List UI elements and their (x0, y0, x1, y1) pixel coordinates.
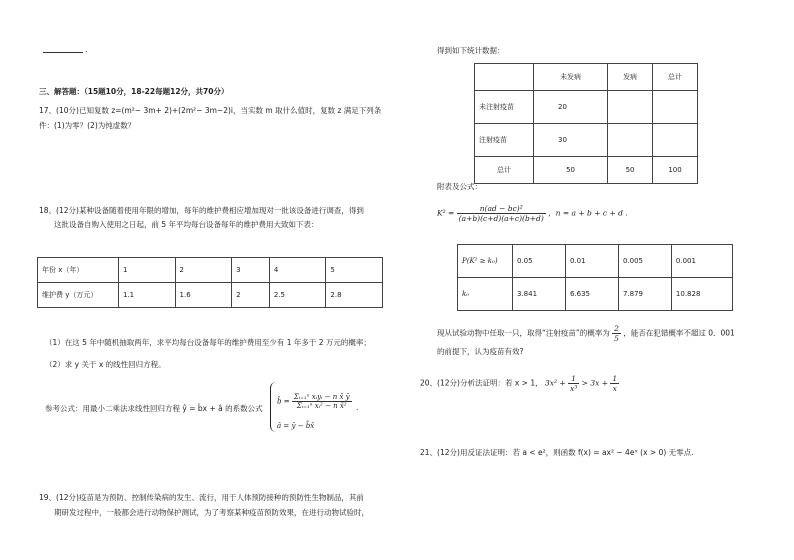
equation-brace (270, 382, 277, 432)
table-cell: 100 (653, 157, 698, 184)
probability-numerator: 2 (614, 324, 619, 333)
table-cell: 2 (232, 283, 270, 308)
table-cell: 5 (326, 258, 383, 283)
table-cell: 2.8 (326, 283, 383, 308)
table-cell: 3.841 (513, 278, 566, 311)
question-20-expr-a: 3x² + (544, 378, 569, 388)
table-cell: 3 (232, 258, 270, 283)
table-cell: 0.005 (618, 245, 671, 278)
table-row (475, 64, 698, 91)
table-cell: 1.6 (175, 283, 232, 308)
k2-tail: ，n = a + b + c + d . (548, 208, 628, 218)
table-cell (608, 91, 653, 124)
probability-denominator: 5 (614, 334, 619, 343)
table-cell: 维护费 y（万元） (38, 283, 119, 308)
question-18-line1: 18、(12分)某种设备随着使用年限的增加，每年的维护费相应增加现对一批该设备进行调查，得到 (39, 206, 364, 215)
table-row (458, 245, 733, 278)
table-cell (608, 124, 653, 157)
table-cell: 注射疫苗 (475, 124, 534, 157)
question-18-sub2: （2）求 y 关于 x 的线性回归方程。 (45, 360, 166, 369)
b-hat-formula (277, 393, 352, 410)
table-cell: P(K² ≥ k₀) (458, 245, 513, 278)
table-row (38, 283, 383, 308)
table-cell: 0.05 (513, 245, 566, 278)
fraction-1-denominator: x³ (570, 384, 578, 393)
question-19-tail1b: ，能否在犯错概率不超过 0．001 (623, 328, 735, 338)
table-cell: 未注射疫苗 (475, 91, 534, 124)
fraction-2-denominator: x (612, 384, 617, 393)
question-20 (420, 374, 619, 393)
table-cell (653, 124, 698, 157)
question-19-tail1a: 现从试验动物中任取一只，取得“注射疫苗”的概率为 (437, 328, 610, 338)
table-cell: k₀ (458, 278, 513, 311)
table-cell: 7.879 (618, 278, 671, 311)
table-row (475, 91, 698, 124)
answer-blank-line (43, 52, 83, 53)
a-hat-formula: â = ȳ − b̂x̄ (277, 422, 315, 430)
table-row (38, 258, 383, 283)
table-cell: 年份 x（年） (38, 258, 119, 283)
reference-formula-label: 参考公式：用最小二乘法求线性回归方程 ŷ = b̂x + â 的系数公式 (45, 404, 263, 413)
table-row (458, 278, 733, 311)
table-cell: 0.001 (671, 245, 732, 278)
table-cell: 未发病 (534, 64, 608, 91)
question-19-tail2: 的前提下，认为疫苗有效? (437, 347, 524, 356)
table-cell: 发病 (608, 64, 653, 91)
k2-lhs: K² = (437, 208, 455, 218)
vaccine-stats-table (474, 63, 698, 184)
question-20-fraction-2 (610, 374, 619, 393)
table-cell: 2.5 (269, 283, 326, 308)
fraction-2-numerator: 1 (612, 374, 618, 383)
table-cell: 1 (119, 258, 176, 283)
question-17: 17、(10分)已知复数 z=(m²− 3m+ 2)+(2m²− 3m−2)i，当实数 m 取什么值时，复数 z 满足下列条件：(1)为零？(2)为纯虚数？ (39, 106, 382, 130)
table-cell: 0.01 (565, 245, 618, 278)
table-cell: 30 (534, 124, 608, 157)
formula-period: . (356, 403, 359, 412)
fraction-1-numerator: 1 (568, 374, 579, 384)
table-cell: 总计 (653, 64, 698, 91)
table-row (475, 157, 698, 184)
question-20-fraction-1 (568, 374, 579, 393)
table-cell (475, 64, 534, 91)
table-cell: 50 (608, 157, 653, 184)
table-cell: 6.635 (565, 278, 618, 311)
table-cell: 20 (534, 91, 608, 124)
question-19-line2: 期研发过程中，一般都会进行动物保护测试，为了考察某种疫苗预防效果，在进行动物试验时， (54, 508, 369, 517)
table-cell: 1.1 (119, 283, 176, 308)
question-18-line2: 这批设备自购入使用之日起，前 5 年平均每台设备每年的维护费用大致如下表： (54, 220, 319, 229)
table-cell: 4 (269, 258, 326, 283)
k2-fraction (457, 204, 546, 223)
question-20-expr-b: > 3x + (579, 378, 611, 388)
question-19-line1: 19、(12分)疫苗是为预防、控制传染病的发生、流行，用于人体预防接种的预防性生物制品，其前 (39, 493, 364, 502)
blank-period: . (85, 45, 88, 54)
stats-intro: 得到如下统计数据： (437, 46, 505, 55)
table-cell: 2 (175, 258, 232, 283)
table-row (475, 124, 698, 157)
probability-fraction (612, 324, 621, 343)
question-20-prefix: 20、(12分)分析法证明：若 x > 1， (420, 378, 543, 388)
table-cell: 10.828 (671, 278, 732, 311)
appendix-label: 附表及公式： (437, 182, 482, 191)
k2-formula (437, 204, 628, 223)
question-19-tail1 (437, 324, 735, 343)
table-cell: 总计 (475, 157, 534, 184)
table-cell (653, 91, 698, 124)
k2-numerator: n(ad − bc)² (457, 204, 546, 214)
section-title: 三、解答题：（15题10分，18-22每题12分，共70分） (39, 87, 229, 96)
b-hat-fraction (292, 393, 352, 410)
maintenance-table (37, 257, 383, 308)
question-18-sub1: （1）在这 5 年中随机抽取两年，求平均每台设备每年的维护费用至少有 1 年多于 2 万元的概率； (45, 338, 371, 347)
question-21: 21、(12分)用反证法证明：若 a < e²，则函数 f(x) = ax² − 4eˣ (x > 0) 无零点. (420, 448, 694, 457)
table-cell: 50 (534, 157, 608, 184)
b-hat-lhs: b̂ = (277, 397, 290, 406)
k2-denominator: (a+b)(c+d)(a+c)(b+d) (458, 214, 544, 223)
b-hat-denominator: Σᵢ₌₁ⁿ xᵢ² − n x̄² (296, 402, 347, 410)
b-hat-numerator: Σᵢ₌₁ⁿ xᵢyᵢ − n x̄ ȳ (293, 393, 350, 401)
critical-value-table (457, 244, 733, 311)
